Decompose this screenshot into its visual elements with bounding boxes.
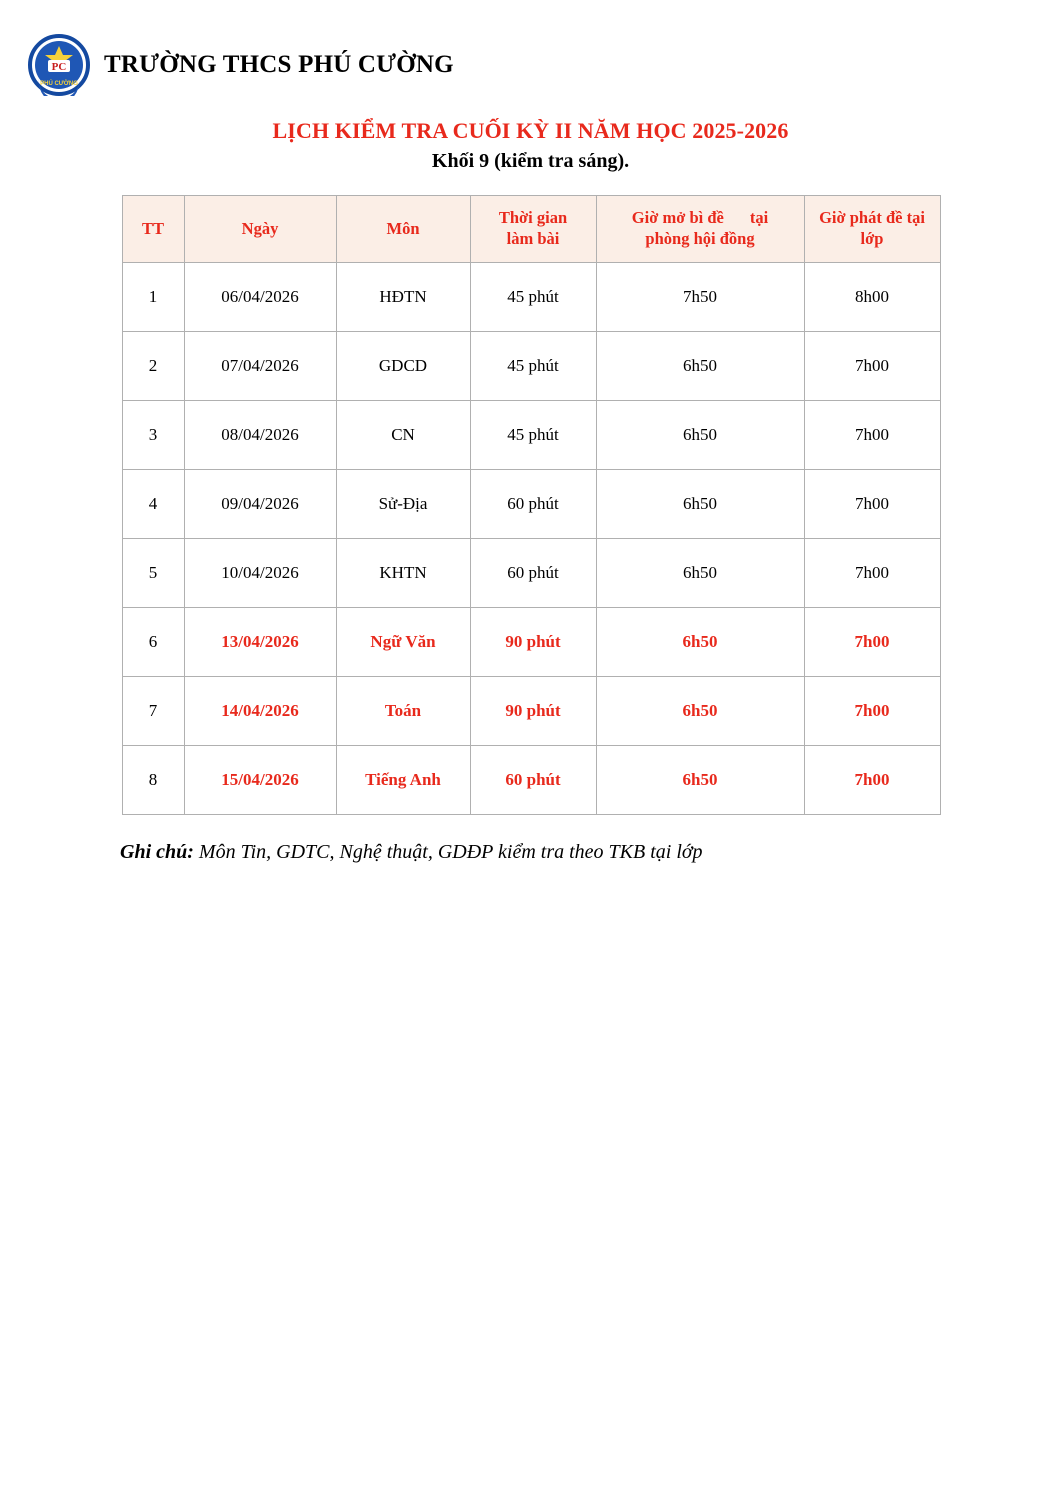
table-row: [122, 332, 940, 401]
duration-line-1: Thời gian: [498, 208, 568, 228]
cell-give-time: 7h00: [804, 332, 940, 401]
cell-duration: 90 phút: [470, 677, 596, 746]
schedule-table-body: [122, 263, 940, 815]
exam-schedule-table: [122, 195, 941, 815]
table-row: [122, 608, 940, 677]
column-header-duration: [470, 196, 596, 263]
cell-tt: 4: [122, 470, 184, 539]
cell-subject: KHTN: [336, 539, 470, 608]
column-header-give-time: [804, 196, 940, 263]
cell-date: 13/04/2026: [184, 608, 336, 677]
cell-date: 09/04/2026: [184, 470, 336, 539]
column-header-date: Ngày: [184, 196, 336, 263]
title-block: [0, 118, 1061, 173]
cell-open-time: 6h50: [596, 401, 804, 470]
note-line: [120, 841, 1061, 864]
column-header-tt: TT: [122, 196, 184, 263]
cell-tt: 6: [122, 608, 184, 677]
cell-duration: 45 phút: [470, 401, 596, 470]
cell-subject: Ngữ Văn: [336, 608, 470, 677]
table-row: [122, 677, 940, 746]
svg-text:PHÚ CƯỜNG: PHÚ CƯỜNG: [40, 81, 78, 87]
cell-give-time: 7h00: [804, 746, 940, 815]
open-line-2: phòng hội đồng: [645, 229, 755, 248]
school-name: TRƯỜNG THCS PHÚ CƯỜNG: [104, 51, 454, 78]
cell-open-time: 6h50: [596, 746, 804, 815]
cell-date: 15/04/2026: [184, 746, 336, 815]
cell-give-time: 7h00: [804, 608, 940, 677]
cell-tt: 8: [122, 746, 184, 815]
give-line-1: Giờ phát đề tại: [819, 208, 925, 228]
cell-date: 10/04/2026: [184, 539, 336, 608]
table-header-row: [122, 196, 940, 263]
cell-date: 08/04/2026: [184, 401, 336, 470]
cell-duration: 60 phút: [470, 470, 596, 539]
cell-duration: 60 phút: [470, 746, 596, 815]
table-row: [122, 746, 940, 815]
cell-date: 07/04/2026: [184, 332, 336, 401]
table-row: [122, 263, 940, 332]
cell-subject: Sử-Địa: [336, 470, 470, 539]
note-text: Môn Tin, GDTC, Nghệ thuật, GDĐP kiểm tra theo TKB tại lớp: [193, 841, 703, 863]
column-header-subject: Môn: [336, 196, 470, 263]
cell-give-time: 7h00: [804, 539, 940, 608]
cell-duration: 45 phút: [470, 263, 596, 332]
column-header-open-time: [596, 196, 804, 263]
table-row: [122, 539, 940, 608]
cell-subject: GDCD: [336, 332, 470, 401]
cell-open-time: 6h50: [596, 332, 804, 401]
cell-open-time: 6h50: [596, 608, 804, 677]
cell-open-time: 6h50: [596, 470, 804, 539]
svg-text:PC: PC: [51, 61, 67, 73]
cell-open-time: 6h50: [596, 539, 804, 608]
cell-give-time: 7h00: [804, 677, 940, 746]
table-row: [122, 401, 940, 470]
cell-date: 14/04/2026: [184, 677, 336, 746]
open-line-1b: tại: [749, 208, 769, 228]
cell-subject: HĐTN: [336, 263, 470, 332]
schedule-table-wrapper: [122, 195, 940, 815]
cell-duration: 90 phút: [470, 608, 596, 677]
page-subtitle: Khối 9 (kiểm tra sáng).: [431, 150, 630, 172]
cell-tt: 7: [122, 677, 184, 746]
cell-tt: 2: [122, 332, 184, 401]
give-line-2: lớp: [860, 229, 884, 248]
cell-date: 06/04/2026: [184, 263, 336, 332]
table-row: [122, 470, 940, 539]
school-emblem-logo: [28, 34, 90, 96]
cell-give-time: 7h00: [804, 401, 940, 470]
cell-give-time: 7h00: [804, 470, 940, 539]
page-title: LỊCH KIỂM TRA CUỐI KỲ II NĂM HỌC 2025-2026: [272, 118, 789, 143]
cell-open-time: 6h50: [596, 677, 804, 746]
cell-subject: CN: [336, 401, 470, 470]
cell-tt: 3: [122, 401, 184, 470]
cell-duration: 60 phút: [470, 539, 596, 608]
cell-subject: Toán: [336, 677, 470, 746]
cell-tt: 1: [122, 263, 184, 332]
open-line-1a: Giờ mở bì đề: [631, 208, 724, 228]
document-header: [0, 0, 1061, 96]
note-label: Ghi chú:: [120, 841, 194, 863]
cell-duration: 45 phút: [470, 332, 596, 401]
cell-give-time: 8h00: [804, 263, 940, 332]
duration-line-2: làm bài: [506, 229, 560, 248]
cell-subject: Tiếng Anh: [336, 746, 470, 815]
cell-tt: 5: [122, 539, 184, 608]
cell-open-time: 7h50: [596, 263, 804, 332]
